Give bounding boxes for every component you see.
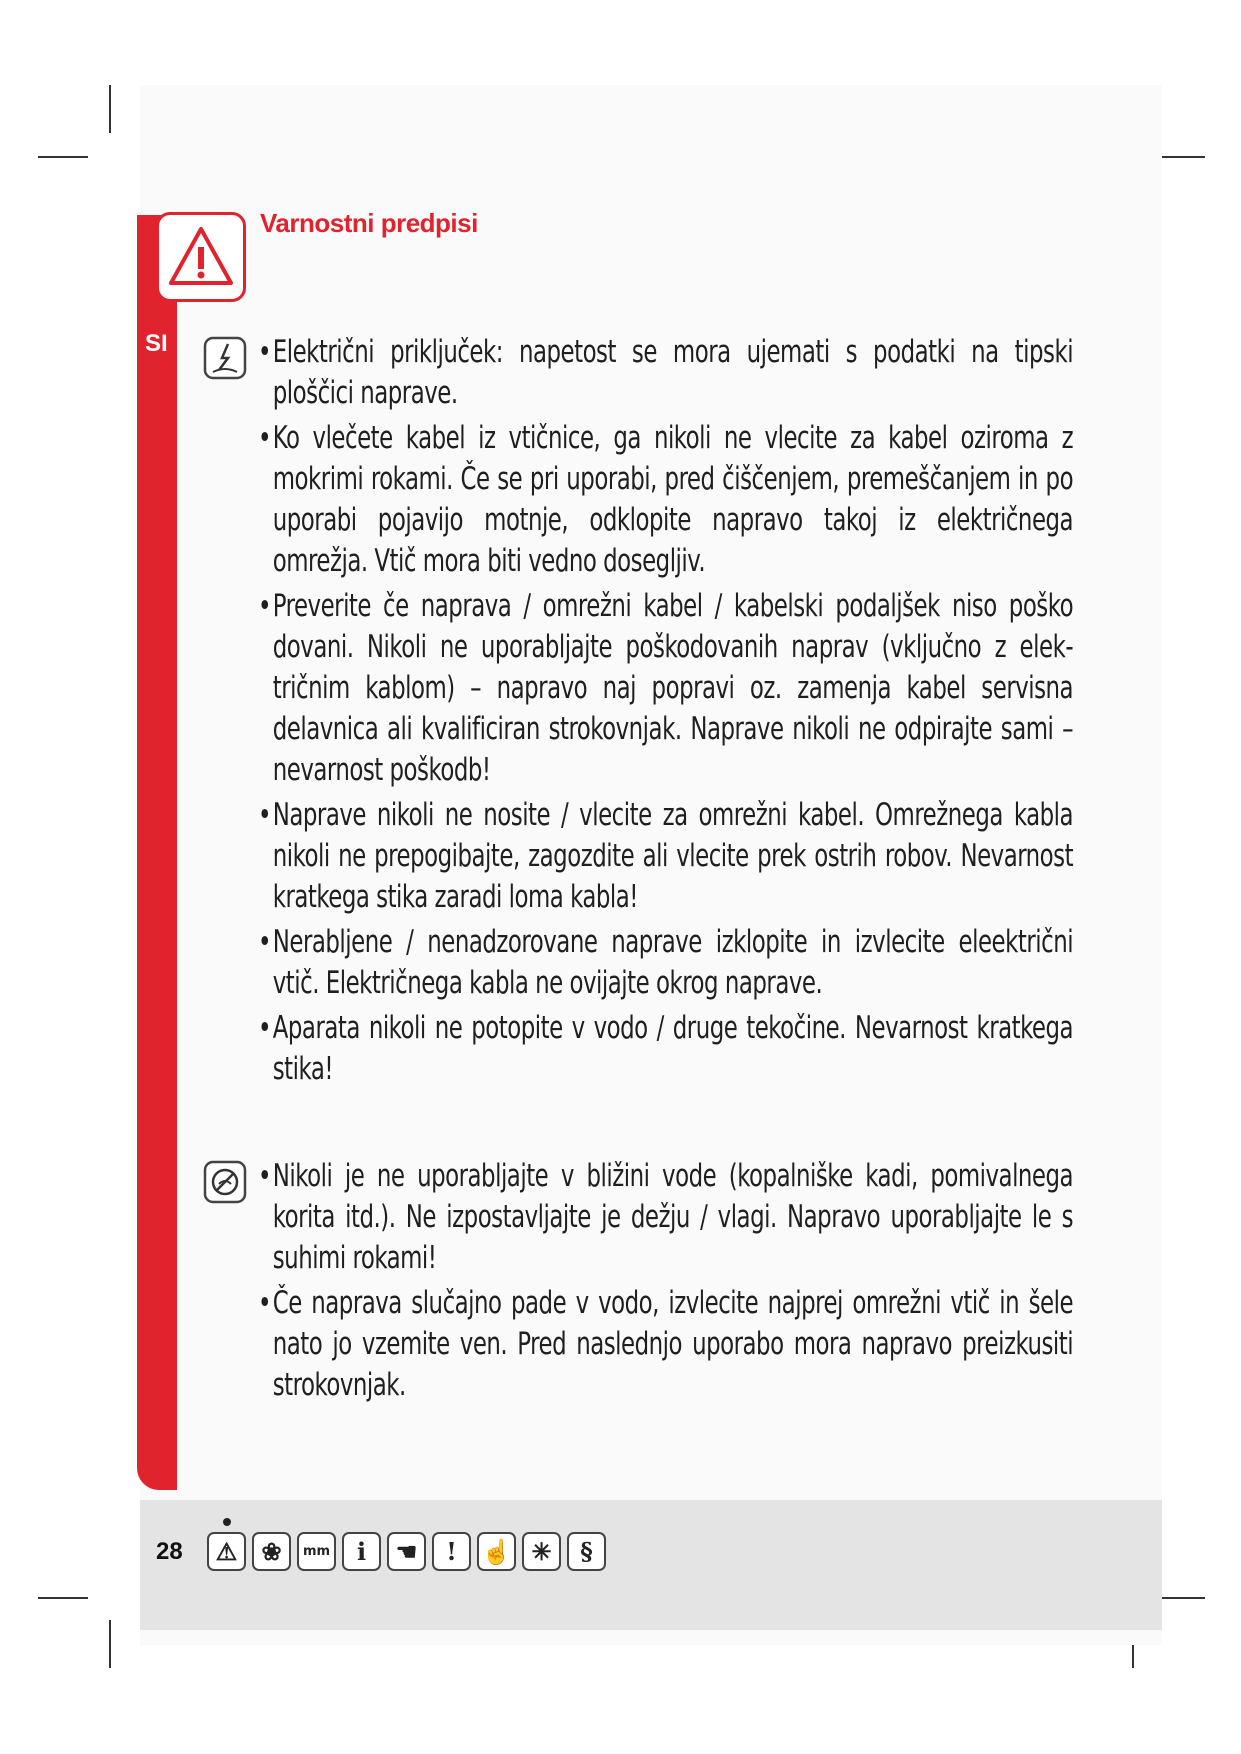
- page-number: 28: [156, 1538, 183, 1565]
- pointing-hand-icon: ☝: [477, 1532, 516, 1571]
- environment-icon: ❀: [252, 1532, 291, 1571]
- crop-mark: [109, 85, 111, 133]
- star-icon: ✳: [522, 1532, 561, 1571]
- crop-mark: [38, 156, 88, 158]
- list-item: • Ko vlečete kabel iz vtičnice, ga nikoli ne vlecite za kabel oziroma z mokrimi rokami. Če se pri uporabi, pred čiščenjem, premeščanjem in po uporabi pojavijo motnje, odklopite napravo takoj iz električnega omrežja. Vtič mora biti vedno dosegljiv.: [258, 418, 1073, 582]
- list-item: • Naprave nikoli ne nosite / vlecite za omrežni kabel. Omrežnega kabla nikoli ne prepogibajte, zagozdite ali vlecite prek ostrih robov. Nevarnost kratkega stika zaradi loma kabla!: [258, 795, 1073, 918]
- crop-mark: [38, 1597, 88, 1599]
- ruler-icon: mm: [297, 1532, 336, 1571]
- warning-icon: ⚠: [207, 1532, 246, 1571]
- electric-plug-icon: [203, 336, 247, 380]
- list-item: • Nerabljene / nenadzorovane naprave izklopite in izvlecite eleektrični vtič. Električnega kabla ne ovijajte okrog naprave.: [258, 922, 1073, 1004]
- paragraph-icon: §: [567, 1532, 606, 1571]
- language-label: SI: [145, 330, 168, 357]
- warning-triangle-icon: [156, 212, 246, 302]
- hand-icon: ☚: [387, 1532, 426, 1571]
- water-safety-list: [258, 1156, 1074, 1410]
- section-icon-navigation: [207, 1532, 606, 1571]
- list-item: • Nikoli je ne uporabljajte v bližini vode (kopalniške kadi, pomivalnega korita itd.). Ne izpostavljajte je dežju / vlagi. Napravo uporabljajte le s suhimi rokami!: [258, 1156, 1073, 1279]
- electrical-safety-list: [258, 332, 1074, 1094]
- info-icon: i: [342, 1532, 381, 1571]
- crop-mark: [109, 1620, 111, 1668]
- crop-mark: [1155, 1597, 1205, 1599]
- exclamation-icon: !: [432, 1532, 471, 1571]
- side-accent-bar: [137, 215, 177, 1490]
- page-title: Varnostni predpisi: [260, 208, 478, 238]
- list-item: • Električni priključek: napetost se mora ujemati s podatki na tipski ploščici naprave.: [258, 332, 1073, 414]
- crop-mark: [1155, 156, 1205, 158]
- list-item: • Če naprava slučajno pade v vodo, izvlecite najprej omrežni vtič in šele nato jo vzemite ven. Pred naslednjo uporabo mora napravo preizkusiti strokovnjak.: [258, 1283, 1073, 1406]
- list-item: • Preverite če naprava / omrežni kabel / kabelski podaljšek niso poško dovani. Nikoli ne uporabljajte poškodovanih naprav (vključno z elek-tričnim kablom) – napravo naj popravi oz. zamenja kabel servisna delavnica ali kvalificiran strokovnjak. Naprave nikoli ne odpirajte sami – nevarnost poškodb!: [258, 586, 1073, 791]
- current-section-indicator: [223, 1518, 231, 1526]
- no-water-icon: [203, 1160, 247, 1204]
- list-item: • Aparata nikoli ne potopite v vodo / druge tekočine. Nevarnost kratkega stika!: [258, 1008, 1073, 1090]
